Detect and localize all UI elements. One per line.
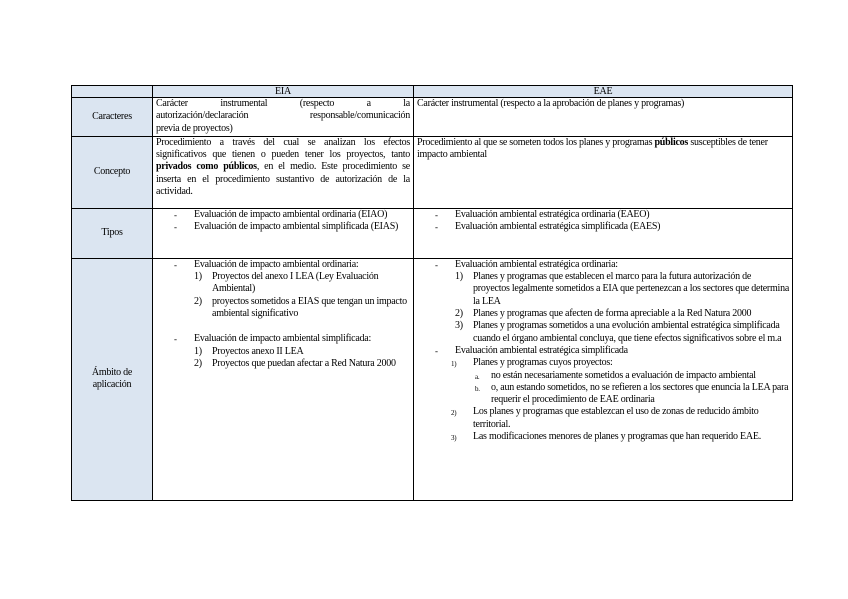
list-item — [156, 358, 410, 370]
list-item-text: Planes y programas cuyos proyectos: — [473, 357, 613, 369]
list-item-text: Proyectos del anexo I LEA (Ley Evaluación Ambiental) — [212, 271, 379, 295]
list-number: 1) — [455, 271, 463, 283]
tipos-eia-list — [156, 209, 410, 234]
list-item — [417, 259, 789, 271]
dash-bullet-icon: - — [174, 259, 177, 270]
list-number: 3) — [451, 434, 457, 443]
list-letter: a. — [475, 372, 480, 381]
row-label-ambito-2: aplicación — [92, 379, 132, 391]
caracteres-eia-line2: autorización/declaración responsable/comunicación — [156, 110, 410, 122]
comparison-table-wrapper — [71, 85, 792, 501]
list-item — [417, 308, 789, 320]
list-item-text: Proyectos que puedan afectar a Red Natura 2000 — [212, 357, 396, 369]
dash-bullet-icon: - — [435, 222, 438, 233]
list-item-text: no están necesariamente sometidos a evaluación de impacto ambiental — [491, 369, 756, 381]
list-number: 2) — [451, 409, 457, 418]
list-item — [156, 221, 410, 233]
list-item — [417, 406, 789, 431]
list-item — [417, 382, 789, 407]
list-item — [417, 320, 789, 345]
list-item-text: Planes y programas sometidos a una evolución ambiental estratégica simplificada cuando el órgano ambiental concluya, que tiene efectos significativos sobre el m.a — [473, 320, 782, 344]
caracteres-eia-line1: Carácter instrumental (respecto a la — [156, 98, 410, 109]
dash-bullet-icon: - — [174, 222, 177, 233]
list-number: 1) — [194, 271, 202, 283]
tipos-eae-list — [417, 209, 789, 234]
list-item-text: Planes y programas que afecten de forma apreciable a la Red Natura 2000 — [473, 308, 752, 320]
list-item-text: Los planes y programas que establezcan el uso de zonas de reducido ámbito territorial. — [473, 406, 759, 430]
caracteres-eia-line3: previa de proyectos) — [156, 122, 233, 134]
row-tipos — [72, 208, 793, 258]
list-item-text: Evaluación de impacto ambiental ordinaria (EIAO) — [194, 208, 388, 220]
list-item-text: Evaluación de impacto ambiental ordinaria: — [194, 258, 359, 270]
list-item-text: proyectos sometidos a EIAS que tengan un impacto ambiental significativo — [212, 295, 407, 320]
list-item-text: Planes y programas que establecen el marco para la futura autorización de proyectos legalmente sometidos a EIA que pertenezcan a los sectores que determina la LEA — [473, 271, 790, 307]
row-label-concepto: Concepto — [72, 136, 153, 208]
tipos-eae — [414, 208, 793, 258]
list-item — [156, 333, 410, 345]
list-item — [156, 259, 410, 271]
header-eae: EAE — [414, 86, 793, 98]
list-item — [417, 431, 789, 443]
list-item-text: Evaluación ambiental estratégica ordinaria (EAEO) — [455, 208, 650, 220]
header-row — [72, 86, 793, 98]
list-item — [417, 357, 789, 369]
list-item-text: Evaluación ambiental estratégica simplificada — [455, 344, 628, 356]
list-item — [417, 271, 789, 308]
concepto-eia — [153, 136, 414, 208]
header-eia: EIA — [153, 86, 414, 98]
list-item — [156, 271, 410, 296]
concepto-eae-text-a: Procedimiento al que se someten todos los planes y programas — [417, 136, 655, 148]
concepto-eia-text-c: , en el medio. Este procedimiento se inserta en el procedimiento sustantivo de autorización de la actividad. — [156, 161, 410, 198]
concepto-eia-text-a: Procedimiento a través del cual se analizan los efectos significativos que tienen o pueden tener los proyectos, tanto — [156, 136, 410, 161]
ambito-eae — [414, 258, 793, 500]
corner-cell — [72, 86, 153, 98]
list-item-text: Evaluación ambiental estratégica ordinaria: — [455, 258, 618, 270]
dash-bullet-icon: - — [435, 259, 438, 270]
eia-eae-comparison-table — [71, 85, 793, 501]
list-number: 1) — [194, 345, 202, 357]
list-item — [417, 221, 789, 233]
list-item-text: Evaluación de impacto ambiental simplificada: — [194, 333, 372, 345]
row-label-tipos: Tipos — [72, 208, 153, 258]
caracteres-eae: Carácter instrumental (respecto a la aprobación de planes y programas) — [414, 98, 793, 137]
dash-bullet-icon: - — [435, 209, 438, 220]
concepto-eia-bold: privados como públicos — [156, 161, 257, 173]
concepto-eae-text-c: susceptibles de tener impacto ambiental — [417, 136, 768, 161]
dash-bullet-icon: - — [174, 334, 177, 345]
row-label-ambito — [72, 258, 153, 500]
row-label-caracteres: Caracteres — [72, 98, 153, 137]
row-ambito — [72, 258, 793, 500]
concepto-eae — [414, 136, 793, 208]
list-item-text: Evaluación ambiental estratégica simplificada (EAES) — [455, 221, 661, 233]
spacer — [156, 320, 410, 333]
row-caracteres — [72, 98, 793, 137]
ambito-eia — [153, 258, 414, 500]
concepto-eae-bold: públicos — [654, 136, 689, 148]
tipos-eia — [153, 208, 414, 258]
list-number: 3) — [455, 320, 463, 332]
list-item — [156, 296, 410, 321]
list-number: 2) — [194, 295, 202, 307]
list-letter: b. — [475, 384, 480, 393]
list-item-text: o, aun estando sometidos, no se refieren a los sectores que enuncia la LEA para requerir el procedimiento de EAE ordinaria — [491, 381, 789, 406]
list-item — [156, 346, 410, 358]
list-item — [417, 209, 789, 221]
list-item-text: Evaluación de impacto ambiental simplificada (EIAS) — [194, 221, 399, 233]
list-item — [156, 209, 410, 221]
dash-bullet-icon: - — [435, 345, 438, 356]
list-number: 1) — [451, 360, 457, 369]
caracteres-eia — [153, 98, 414, 137]
list-item-text: Las modificaciones menores de planes y programas que han requerido EAE. — [473, 431, 761, 443]
row-concepto — [72, 136, 793, 208]
list-item — [417, 345, 789, 357]
dash-bullet-icon: - — [174, 209, 177, 220]
list-item — [417, 370, 789, 382]
row-label-ambito-1: Ámbito de — [91, 367, 133, 379]
list-number: 2) — [455, 308, 463, 320]
list-number: 2) — [194, 357, 202, 369]
list-item-text: Proyectos anexo II LEA — [212, 345, 304, 357]
